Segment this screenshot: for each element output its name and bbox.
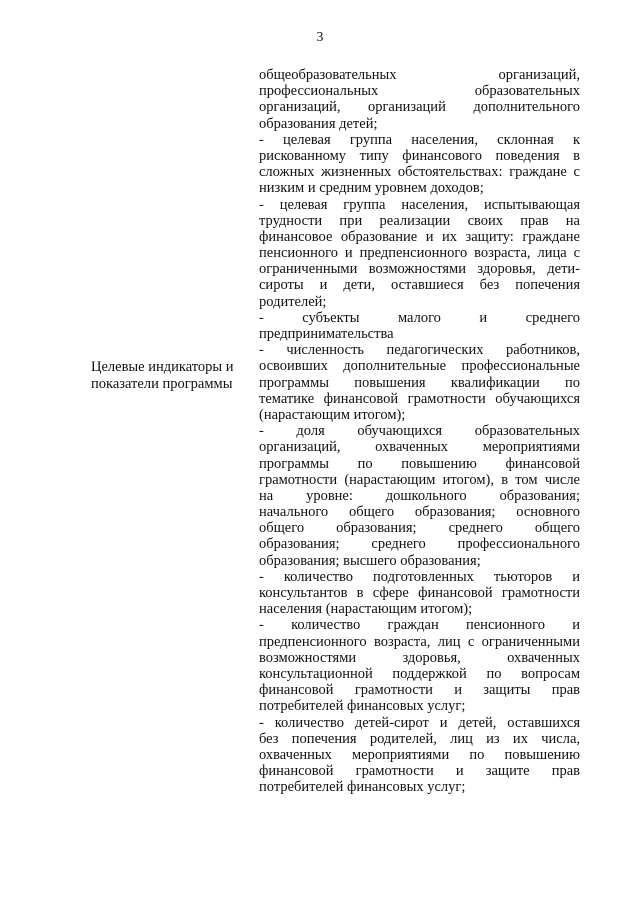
text-line: освоивших дополнительные профессиональные	[259, 358, 580, 375]
text-line: общеобразовательных организаций,	[259, 67, 580, 83]
text-line: населения (нарастающим итогом);	[259, 601, 473, 618]
text-line: программы повышения квалификации по	[259, 374, 580, 391]
text-line: сложных жизненных обстоятельствах: граждане с	[259, 164, 580, 181]
page-number: 3	[316, 29, 324, 44]
text-line: грамотности (нарастающим итогом), в том числе	[259, 471, 580, 488]
text-line: образования детей;	[259, 115, 378, 132]
text-line: консультационной поддержкой по вопросам	[259, 665, 580, 682]
text-line: рискованному типу финансового поведения в	[259, 147, 580, 164]
text-line: программы по повышению финансовой	[259, 455, 580, 472]
text-line: на уровне: дошкольного образования;	[259, 487, 580, 504]
text-line: сироты и дети, оставшиеся без попечения	[259, 277, 580, 294]
text-line: финансовое образование и их защиту: граждане	[259, 228, 580, 245]
text-line: образования; высшего образования;	[259, 552, 481, 569]
indicators-label-line: Целевые индикаторы и	[91, 359, 234, 375]
text-line: общего образования; среднего общего	[259, 520, 580, 537]
text-line: - доля обучающихся образовательных	[259, 423, 580, 440]
text-line: (нарастающим итогом);	[259, 406, 406, 423]
text-line: - субъекты малого и среднего	[259, 309, 580, 326]
text-line: трудности при реализации своих прав на	[259, 212, 580, 229]
text-line: без попечения родителей, лиц из их числа,	[259, 730, 580, 747]
text-line: начального общего образования; основного	[259, 504, 580, 521]
text-line: финансовой грамотности и защиты прав	[259, 682, 580, 699]
text-line: - количество детей-сирот и детей, оставшихся	[259, 714, 580, 731]
text-line: - численность педагогических работников,	[259, 342, 580, 359]
indicators-label	[91, 359, 251, 393]
text-line: потребителей финансовых услуг;	[259, 779, 466, 796]
text-line: - целевая группа населения, склонная к	[259, 131, 580, 148]
text-line: пенсионного и предпенсионного возраста, лица с	[259, 245, 580, 262]
text-line: - количество граждан пенсионного и	[259, 617, 580, 634]
text-line: тематике финансовой грамотности обучающихся	[259, 390, 580, 407]
text-line: низким и средним уровнем доходов;	[259, 180, 484, 197]
text-line: потребителей финансовых услуг;	[259, 698, 466, 715]
text-line: родителей;	[259, 293, 327, 310]
text-line: возможностями здоровья, охваченных	[259, 649, 580, 666]
text-line: финансовой грамотности и защите прав	[259, 763, 580, 780]
text-line: ограниченными возможностями здоровья, дети-	[259, 261, 580, 278]
text-line: - количество подготовленных тьюторов и	[259, 568, 580, 585]
text-line: - целевая группа населения, испытывающая	[259, 196, 580, 213]
text-line: консультантов в сфере финансовой грамотности	[259, 585, 580, 601]
text-line: предпринимательства	[259, 326, 394, 342]
text-line: охваченных мероприятиями по повышению	[259, 746, 580, 763]
program-text-column	[259, 67, 580, 795]
text-line: профессиональных образовательных	[259, 83, 580, 100]
text-line: организаций, организаций дополнительного	[259, 99, 580, 116]
text-line: организаций, охваченных мероприятиями	[259, 439, 580, 456]
text-line: предпенсионного возраста, лиц с ограниченными	[259, 633, 580, 650]
indicators-label-line: показатели программы	[91, 376, 233, 392]
text-line: образования; среднего профессионального	[259, 536, 580, 553]
